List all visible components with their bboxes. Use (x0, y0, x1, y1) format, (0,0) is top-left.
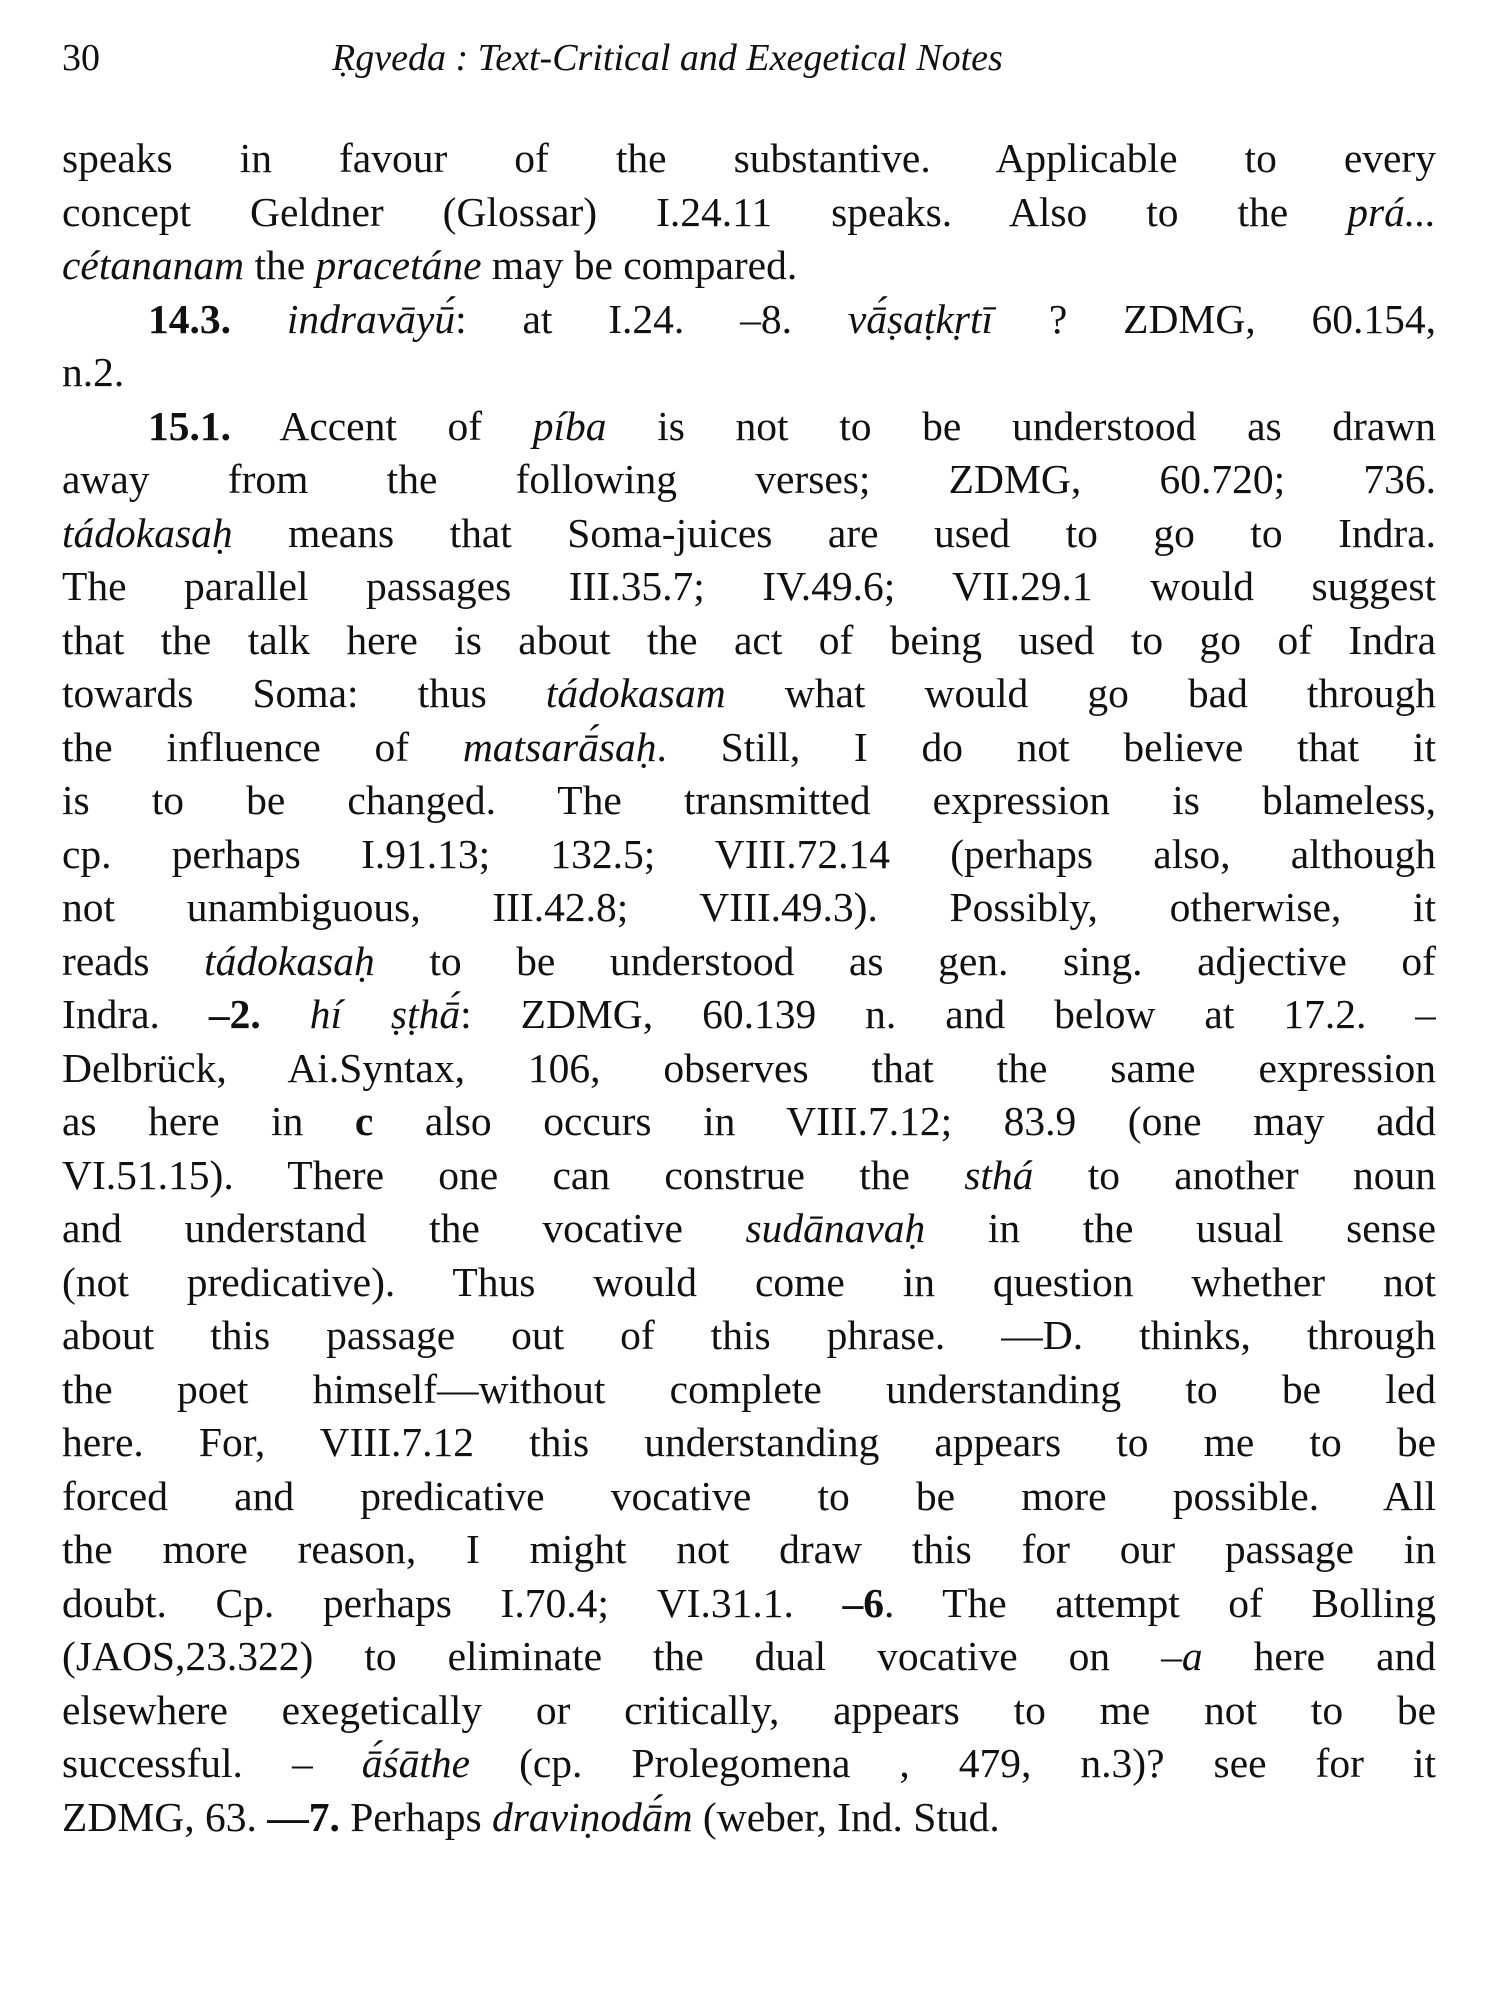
italic-term: –a (1161, 1633, 1203, 1679)
text-line (62, 507, 1436, 561)
text-run: here. For, VIII.7.12 this understanding appears to me to be (62, 1419, 1436, 1465)
text-run: : ZDMG, 60.139 n. and below at 17.2. – (460, 991, 1436, 1037)
text-run: . Still, I do not believe that it (656, 723, 1436, 770)
text-line (62, 186, 1436, 240)
text-line (62, 1095, 1436, 1149)
text-run: may be compared. (481, 242, 798, 288)
text-run: n.2. (62, 349, 125, 395)
text-run (261, 991, 310, 1037)
text-run: the poet himself—without complete understanding to be led (62, 1365, 1436, 1412)
italic-term: indravāyū́ (286, 295, 456, 342)
bold-reference: 15.1. (148, 402, 231, 449)
text-line (62, 988, 1436, 1042)
text-run: ? ZDMG, 60.154, (993, 295, 1436, 342)
text-line (62, 828, 1436, 882)
text-run: in the usual sense (925, 1205, 1436, 1251)
text-run: : at I.24. –8. (455, 295, 848, 342)
text-run: not unambiguous, III.42.8; VIII.49.3). Possibly, otherwise, it (62, 884, 1436, 930)
running-title: Ṛgveda : Text-Critical and Exegetical Notes (332, 37, 1003, 79)
text-line (62, 1577, 1436, 1631)
text-run: as here in (62, 1098, 355, 1144)
text-line (62, 1470, 1436, 1524)
text-line (62, 239, 1436, 293)
text-run: the more reason, I might not draw this for our passage in (62, 1526, 1436, 1572)
text-run: Delbrück, Ai.Syntax, 106, observes that the same expression (62, 1044, 1436, 1091)
text-run: away from the following verses; ZDMG, 60.720; 736. (62, 456, 1436, 502)
text-run: reads (62, 937, 205, 984)
text-line (62, 1523, 1436, 1577)
text-line (62, 614, 1436, 668)
text-line (62, 935, 1436, 989)
text-run (231, 296, 287, 342)
text-line (62, 453, 1436, 507)
text-run: successful. – (62, 1740, 362, 1786)
bold-reference: 14.3. (148, 295, 231, 342)
text-run: (cp. Prolegomena , 479, n.3)? see for it (470, 1740, 1436, 1786)
text-run: the influence of (62, 723, 463, 770)
text-run: means that Soma-juices are used to go to Indra. (232, 509, 1436, 556)
text-run: to another noun (1033, 1151, 1436, 1198)
bold-reference: –2. (208, 991, 261, 1037)
italic-term: sthá (964, 1151, 1034, 1198)
text-run: speaks in favour of the substantive. Applicable to every (62, 135, 1436, 181)
text-run: (JAOS,23.322) to eliminate the dual vocative on (62, 1633, 1162, 1679)
text-line (62, 560, 1436, 614)
italic-term: cétananam (62, 242, 245, 288)
italic-term: tádokasaḥ (62, 509, 233, 556)
text-line (62, 400, 1436, 454)
text-run: forced and predicative vocative to be more possible. All (62, 1472, 1436, 1519)
bold-reference: —7. (267, 1793, 340, 1840)
text-run: concept Geldner (Glossar) I.24.11 speaks. Also to the (62, 188, 1348, 235)
text-run: The parallel passages III.35.7; IV.49.6; VII.29.1 would suggest (62, 563, 1436, 609)
text-line (62, 667, 1436, 721)
text-line (62, 1791, 1436, 1845)
text-run: Indra. (62, 991, 209, 1037)
text-run: (not predicative). Thus would come in question whether not (62, 1258, 1436, 1305)
text-line (62, 1737, 1436, 1791)
text-run: and understand the vocative (62, 1205, 746, 1251)
text-line (62, 1202, 1436, 1256)
text-run: is to be changed. The transmitted expression is blameless, (62, 777, 1436, 823)
text-line (62, 721, 1436, 775)
text-line (62, 346, 1436, 400)
italic-term: ā́śāthe (361, 1740, 471, 1786)
italic-term: hí ṣṭhā́ (309, 991, 461, 1037)
page-header (62, 30, 1452, 90)
text-run: to be understood as gen. sing. adjective of (374, 937, 1436, 984)
text-line (62, 1149, 1436, 1203)
text-line (62, 1416, 1436, 1470)
italic-term: draviṇodā́m (491, 1793, 693, 1840)
italic-term: tádokasaḥ (204, 937, 375, 984)
italic-term: prá... (1347, 188, 1436, 235)
text-run: VI.51.15). There one can construe the (62, 1151, 965, 1198)
text-line (62, 1042, 1436, 1096)
italic-term: sudānavaḥ (745, 1205, 926, 1251)
text-run: Accent of (231, 402, 533, 449)
text-line (62, 1363, 1436, 1417)
italic-term: matsarā́saḥ (462, 723, 657, 770)
text-line (62, 293, 1436, 347)
text-run: towards Soma: thus (62, 670, 546, 716)
italic-term: tádokasam (545, 670, 726, 716)
text-line (62, 774, 1436, 828)
text-run: what would go bad through (725, 670, 1436, 716)
text-run: ZDMG, 63. (62, 1793, 268, 1840)
body-text (62, 132, 1436, 1844)
bold-reference: c (354, 1098, 374, 1144)
text-run: here and (1202, 1633, 1436, 1679)
text-run: doubt. Cp. perhaps I.70.4; VI.31.1. (62, 1579, 843, 1626)
text-line (62, 1256, 1436, 1310)
text-line (62, 1309, 1436, 1363)
text-line (62, 1630, 1436, 1684)
bold-reference: –6 (842, 1579, 884, 1626)
italic-term: pracetáne (315, 242, 482, 288)
text-run: about this passage out of this phrase. —D. thinks, through (62, 1312, 1436, 1358)
text-run: (weber, Ind. Stud. (692, 1793, 1000, 1840)
italic-term: píba (532, 402, 607, 449)
text-run: . The attempt of Bolling (883, 1579, 1436, 1626)
italic-term: vā́ṣaṭkṛtī (847, 295, 994, 342)
text-line (62, 881, 1436, 935)
text-run: that the talk here is about the act of being used to go of Indra (62, 616, 1436, 663)
text-run: is not to be understood as drawn (606, 402, 1436, 449)
text-line (62, 132, 1436, 186)
text-run: also occurs in VIII.7.12; 83.9 (one may add (373, 1098, 1436, 1144)
page-number: 30 (62, 37, 100, 79)
text-run: the (244, 242, 316, 288)
text-run: elsewhere exegetically or critically, appears to me not to be (62, 1686, 1436, 1733)
text-run: Perhaps (339, 1793, 492, 1840)
text-run: cp. perhaps I.91.13; 132.5; VIII.72.14 (perhaps also, although (62, 830, 1436, 877)
text-line (62, 1684, 1436, 1738)
